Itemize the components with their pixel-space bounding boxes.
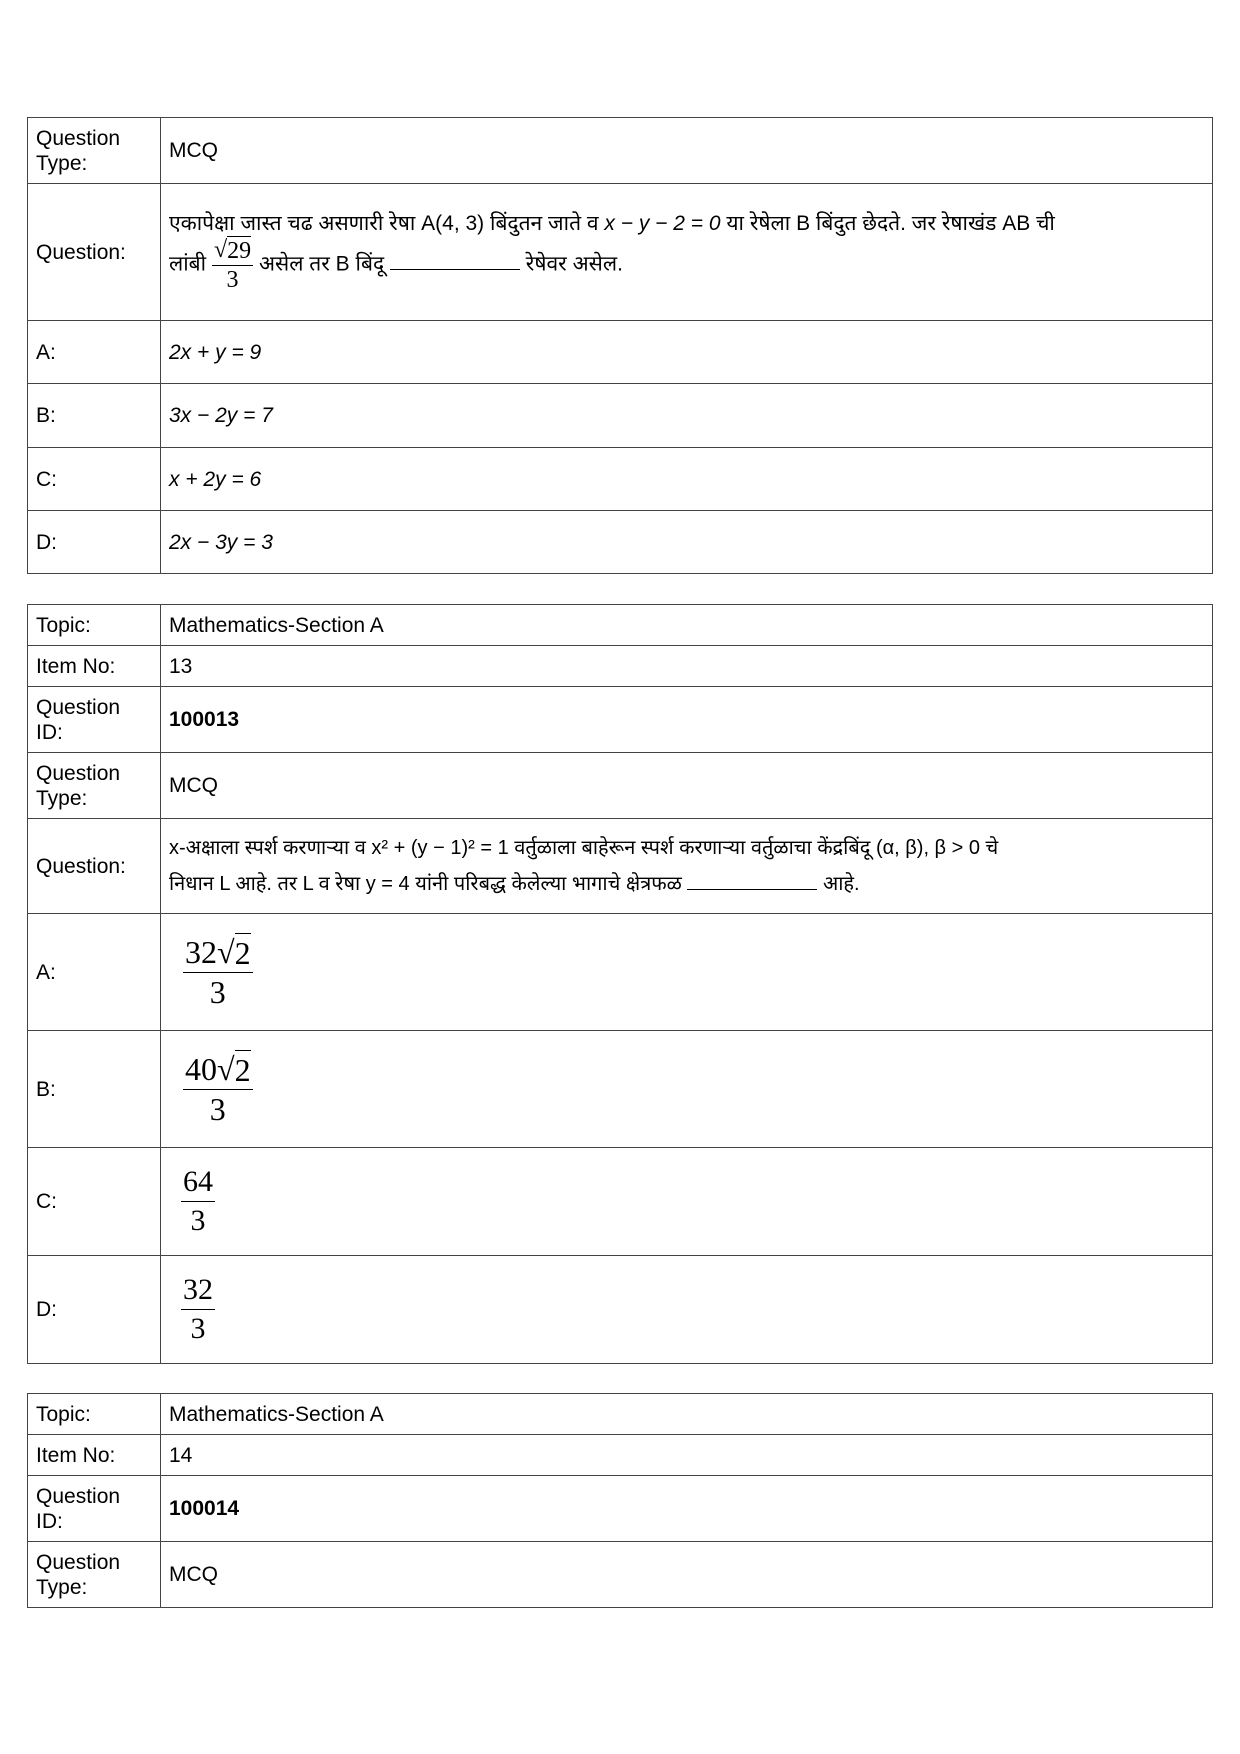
label-question: Question: — [28, 819, 161, 914]
question-text: निधान L आहे. तर L व रेषा y = 4 यांनी परिबद्ध केलेल्या भागाचे क्षेत्रफळ — [169, 873, 688, 895]
value-item-no: 14 — [161, 1435, 1213, 1476]
option-d-fraction — [181, 1271, 215, 1348]
option-b-root: 2 — [234, 1052, 251, 1088]
label-option-b: B: — [28, 1031, 161, 1148]
row-question-id — [28, 687, 1213, 753]
option-c-numerator: 64 — [181, 1163, 215, 1202]
row-option-c — [28, 448, 1213, 511]
label-option-c: C: — [28, 448, 161, 511]
row-topic — [28, 605, 1213, 646]
label-item-no: Item No: — [28, 646, 161, 687]
option-d-numerator: 32 — [181, 1271, 215, 1310]
question-text: लांबी — [169, 252, 212, 276]
label-question-type: Question Type: — [28, 753, 161, 819]
value-question-id: 100013 — [161, 687, 1213, 753]
row-option-d — [28, 511, 1213, 574]
label-option-a: A: — [28, 914, 161, 1031]
row-question-type — [28, 1542, 1213, 1608]
question-text: या रेषेला B बिंदुत छेदते. जर रेषाखंड AB ची — [720, 211, 1055, 235]
option-a-value — [161, 914, 1213, 1031]
option-a-numerator: 32 — [185, 934, 217, 970]
length-fraction: √ 29 3 — [213, 236, 252, 293]
row-item-no — [28, 646, 1213, 687]
row-option-d — [28, 1256, 1213, 1364]
row-option-c — [28, 1148, 1213, 1256]
label-topic: Topic: — [28, 605, 161, 646]
question-equation: x − y − 2 = 0 — [604, 211, 721, 235]
value-question-id: 100014 — [161, 1476, 1213, 1542]
value-topic: Mathematics-Section A — [161, 1394, 1213, 1435]
option-a-equation: 2x + y = 9 — [161, 321, 1213, 384]
row-question-id — [28, 1476, 1213, 1542]
label-question-type: Question Type: — [28, 118, 161, 184]
value-question-type: MCQ — [161, 118, 1213, 184]
question-14-table — [27, 1393, 1213, 1608]
option-b-denominator: 3 — [209, 1091, 226, 1127]
option-a-denominator: 3 — [209, 974, 226, 1010]
question-text: एकापेक्षा जास्त चढ असणारी रेषा A(4, 3) बिंदुतन जाते व — [169, 211, 605, 235]
length-denominator: 3 — [226, 266, 239, 293]
value-question — [161, 819, 1213, 914]
question-text: असेल तर B बिंदू — [258, 252, 390, 276]
option-a-root: 2 — [234, 935, 251, 971]
row-option-b — [28, 384, 1213, 448]
label-question-id: Question ID: — [28, 1476, 161, 1542]
option-a-fraction: 32 √ 2 3 — [185, 934, 251, 1010]
value-topic: Mathematics-Section A — [161, 605, 1213, 646]
option-b-fraction: 40 √ 2 3 — [185, 1051, 251, 1127]
option-d-value — [161, 1256, 1213, 1364]
length-numerator: 29 — [227, 237, 252, 264]
label-option-d: D: — [28, 511, 161, 574]
answer-blank — [687, 867, 817, 890]
option-b-equation: 3x − 2y = 7 — [161, 384, 1213, 448]
value-question — [161, 184, 1213, 321]
value-question-type: MCQ — [161, 753, 1213, 819]
row-item-no — [28, 1435, 1213, 1476]
label-question-id: Question ID: — [28, 687, 161, 753]
row-question — [28, 184, 1213, 321]
label-option-a: A: — [28, 321, 161, 384]
question-12-table — [27, 117, 1213, 574]
option-c-fraction — [181, 1163, 215, 1240]
option-b-numerator: 40 — [185, 1051, 217, 1087]
label-item-no: Item No: — [28, 1435, 161, 1476]
value-question-type: MCQ — [161, 1542, 1213, 1608]
row-option-a — [28, 914, 1213, 1031]
row-question — [28, 819, 1213, 914]
value-item-no: 13 — [161, 646, 1213, 687]
label-option-d: D: — [28, 1256, 161, 1364]
label-question: Question: — [28, 184, 161, 321]
question-text: आहे. — [817, 873, 860, 895]
question-13-table — [27, 604, 1213, 1364]
label-option-b: B: — [28, 384, 161, 448]
label-topic: Topic: — [28, 1394, 161, 1435]
row-question-type — [28, 118, 1213, 184]
option-c-equation: x + 2y = 6 — [161, 448, 1213, 511]
row-topic — [28, 1394, 1213, 1435]
option-d-denominator: 3 — [190, 1312, 206, 1345]
answer-blank — [390, 247, 520, 270]
row-option-b — [28, 1031, 1213, 1148]
option-c-denominator: 3 — [190, 1204, 206, 1237]
row-option-a — [28, 321, 1213, 384]
option-b-value — [161, 1031, 1213, 1148]
option-c-value — [161, 1148, 1213, 1256]
label-option-c: C: — [28, 1148, 161, 1256]
option-d-equation: 2x − 3y = 3 — [161, 511, 1213, 574]
row-question-type — [28, 753, 1213, 819]
question-text: रेषेवर असेल. — [519, 252, 623, 276]
question-line-1: x-अक्षाला स्पर्श करणाऱ्या व x² + (y − 1)² = 1 वर्तुळाला बाहेरून स्पर्श करणाऱ्या वर्तुळाचा केंद्रबिंदू (α, β), β > 0 चे — [169, 837, 999, 859]
label-question-type: Question Type: — [28, 1542, 161, 1608]
